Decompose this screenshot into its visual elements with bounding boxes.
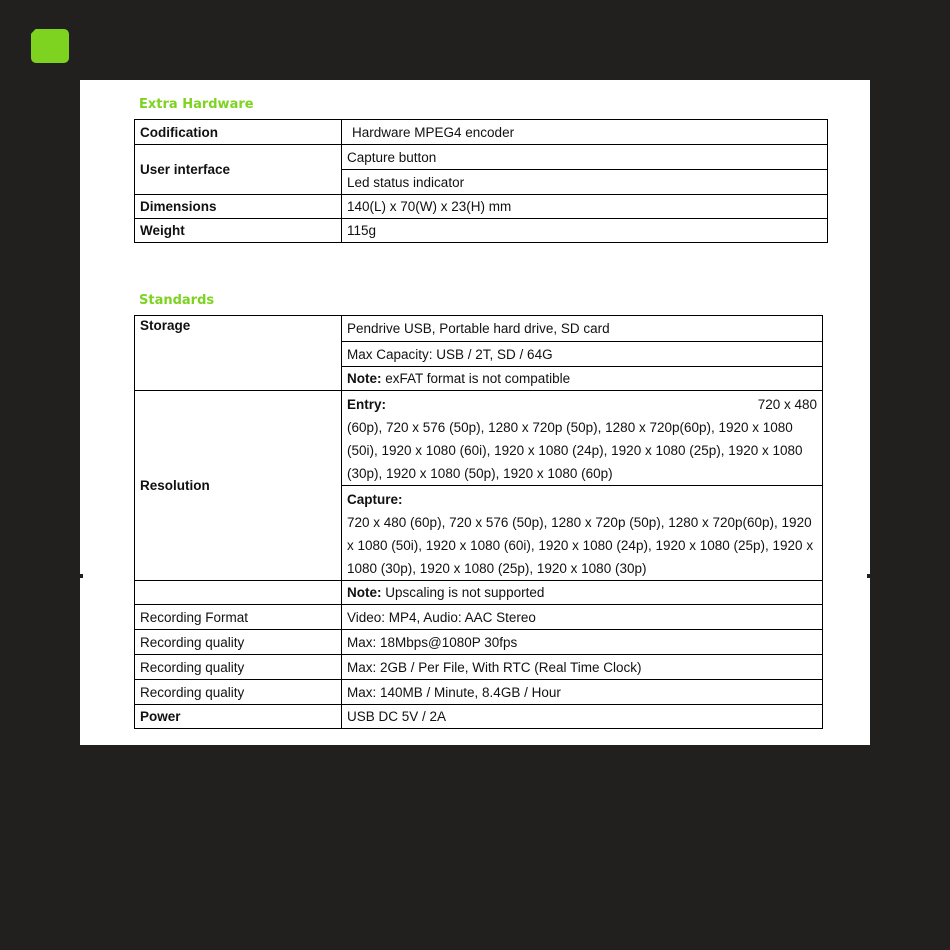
- max-capacity-label: Max Capacity:: [347, 346, 433, 362]
- table-row: [135, 145, 828, 170]
- capture-label-text: Capture:: [347, 492, 403, 507]
- upscaling-note-text: Upscaling is not supported: [381, 585, 545, 600]
- table-row: [135, 581, 823, 605]
- storage-note-label: Note:: [347, 371, 382, 386]
- recording-quality-value-2: Max: 2GB / Per File, With RTC (Real Time Clock): [342, 655, 823, 680]
- empty-label-cell: [135, 581, 342, 605]
- codification-value: Hardware MPEG4 encoder: [342, 120, 828, 145]
- weight-label: Weight: [135, 219, 342, 243]
- user-interface-value-1: Capture button: [342, 145, 828, 170]
- table-row: [135, 705, 823, 729]
- extra-hardware-title: Extra Hardware: [139, 97, 254, 112]
- resolution-capture: [342, 486, 823, 581]
- table-row: [135, 316, 823, 342]
- capture-label: [347, 488, 817, 511]
- entry-first-line: [347, 393, 817, 416]
- upscaling-note-label: Note:: [347, 585, 382, 600]
- upscaling-note: [342, 581, 823, 605]
- recording-format-label: Recording Format: [135, 605, 342, 630]
- max-capacity-value: USB / 2T, SD / 64G: [432, 346, 553, 362]
- standards-table: [134, 315, 823, 729]
- spec-page: [80, 80, 870, 745]
- edge-gap-right: [867, 574, 870, 578]
- storage-note-text: exFAT format is not compatible: [381, 371, 571, 386]
- recording-quality-label: Recording quality: [135, 680, 342, 705]
- resolution-entry: [342, 391, 823, 486]
- table-row: [135, 680, 823, 705]
- storage-label: Storage: [135, 316, 342, 391]
- recording-quality-value-1: Max: 18Mbps@1080P 30fps: [342, 630, 823, 655]
- table-row: [135, 630, 823, 655]
- power-label: Power: [135, 705, 342, 729]
- recording-quality-value-3: Max: 140MB / Minute, 8.4GB / Hour: [342, 680, 823, 705]
- codification-label: Codification: [135, 120, 342, 145]
- resolution-label: Resolution: [135, 391, 342, 581]
- green-tab-marker: [31, 29, 69, 63]
- storage-value-1: Pendrive USB, Portable hard drive, SD card: [342, 316, 823, 342]
- table-row: [135, 605, 823, 630]
- entry-rest-value: (60p), 720 x 576 (50p), 1280 x 720p (50p), 1280 x 720p(60p), 1920 x 1080 (50i), 1920 x 1080 (60i), 1920 x 1080 (24p), 1920 x 1080 (25p), 1920 x 1080 (30p), 1920 x 1080 (50p), 1920 x 1080 (60p): [347, 420, 803, 481]
- table-row: [135, 219, 828, 243]
- dimensions-label: Dimensions: [135, 195, 342, 219]
- user-interface-label: User interface: [135, 145, 342, 195]
- table-row: [135, 391, 823, 486]
- recording-quality-label: Recording quality: [135, 655, 342, 680]
- recording-quality-label: Recording quality: [135, 630, 342, 655]
- entry-first-value: 720 x 480: [757, 397, 817, 412]
- standards-title: Standards: [139, 293, 215, 308]
- dimensions-value: 140(L) x 70(W) x 23(H) mm: [342, 195, 828, 219]
- storage-value-2: [342, 342, 823, 367]
- weight-value: 115g: [342, 219, 828, 243]
- table-row: [135, 195, 828, 219]
- capture-value: 720 x 480 (60p), 720 x 576 (50p), 1280 x 720p (50p), 1280 x 720p(60p), 1920 x 1080 (50i), 1920 x 1080 (60i), 1920 x 1080 (24p), 1920 x 1080 (25p), 1920 x 1080 (30p), 1920 x 1080 (25p), 1920 x 1080 (30p): [347, 515, 814, 576]
- edge-gap-left: [80, 574, 83, 578]
- storage-note: [342, 367, 823, 391]
- table-row: [135, 655, 823, 680]
- power-value: USB DC 5V / 2A: [342, 705, 823, 729]
- table-row: [135, 120, 828, 145]
- entry-label: Entry:: [347, 397, 387, 412]
- user-interface-value-2: Led status indicator: [342, 170, 828, 195]
- recording-format-value: Video: MP4, Audio: AAC Stereo: [342, 605, 823, 630]
- extra-hardware-table: [134, 119, 828, 243]
